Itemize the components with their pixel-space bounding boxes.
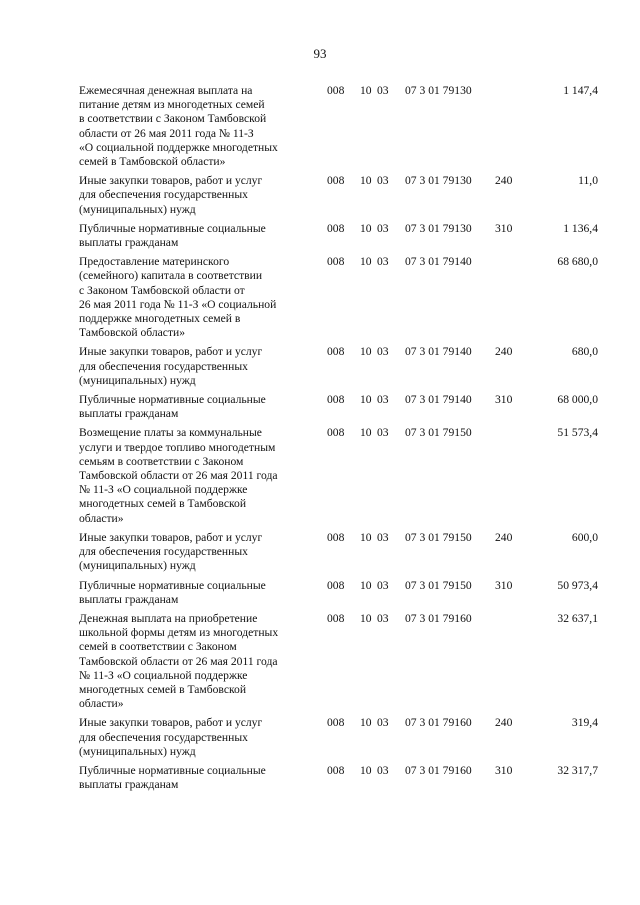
table-row bbox=[0, 764, 640, 792]
amount: 68 680,0 bbox=[557, 255, 598, 269]
org-code: 008 bbox=[327, 221, 345, 235]
item-name-line: Иные закупки товаров, работ и услуг bbox=[79, 716, 263, 730]
item-name-line: «О социальной поддержке многодетных bbox=[79, 140, 278, 154]
item-name bbox=[79, 84, 314, 169]
subsection-code: 03 bbox=[377, 578, 389, 592]
item-name-line: (муниципальных) нужд bbox=[79, 202, 196, 216]
subsection-code: 03 bbox=[377, 174, 389, 188]
org-code: 008 bbox=[327, 530, 345, 544]
table-row bbox=[0, 612, 640, 711]
item-name-line: выплаты гражданам bbox=[79, 592, 179, 606]
amount: 32 637,1 bbox=[557, 611, 598, 625]
item-name-line: Публичные нормативные социальные bbox=[79, 578, 266, 592]
subsection-code: 03 bbox=[377, 611, 389, 625]
amount: 32 317,7 bbox=[557, 763, 598, 777]
item-name-line: области» bbox=[79, 511, 124, 525]
expense-type-code: 240 bbox=[495, 345, 513, 359]
section-code: 10 bbox=[360, 530, 372, 544]
item-name-line: (муниципальных) нужд bbox=[79, 373, 196, 387]
table-row bbox=[0, 174, 640, 217]
section-code: 10 bbox=[360, 174, 372, 188]
amount: 680,0 bbox=[571, 345, 598, 359]
item-name-line: выплаты гражданам bbox=[79, 236, 179, 250]
target-article-code: 07 3 01 79130 bbox=[405, 221, 472, 235]
table-row bbox=[0, 84, 640, 169]
target-article-code: 07 3 01 79150 bbox=[405, 578, 472, 592]
org-code: 008 bbox=[327, 716, 345, 730]
subsection-code: 03 bbox=[377, 763, 389, 777]
section-code: 10 bbox=[360, 345, 372, 359]
item-name-line: Публичные нормативные социальные bbox=[79, 763, 266, 777]
item-name-line: выплаты гражданам bbox=[79, 407, 179, 421]
subsection-code: 03 bbox=[377, 84, 389, 97]
item-name-line: питание детям из многодетных семей bbox=[79, 98, 265, 112]
page-number: 93 bbox=[313, 46, 327, 61]
target-article-code: 07 3 01 79140 bbox=[405, 393, 472, 407]
table-row bbox=[0, 345, 640, 388]
item-name-line: услуги и твердое топливо многодетным bbox=[79, 440, 276, 454]
org-code: 008 bbox=[327, 578, 345, 592]
item-name bbox=[79, 345, 314, 388]
section-code: 10 bbox=[360, 255, 372, 269]
subsection-code: 03 bbox=[377, 393, 389, 407]
item-name-line: 26 мая 2011 года № 11-З «О социальной bbox=[79, 297, 277, 311]
target-article-code: 07 3 01 79150 bbox=[405, 426, 472, 440]
item-name-line: для обеспечения государственных bbox=[79, 730, 248, 744]
amount: 11,0 bbox=[578, 174, 598, 188]
table-row bbox=[0, 579, 640, 607]
section-code: 10 bbox=[360, 426, 372, 440]
table-row bbox=[0, 531, 640, 574]
table-row bbox=[0, 222, 640, 250]
section-code: 10 bbox=[360, 221, 372, 235]
amount: 319,4 bbox=[571, 716, 598, 730]
item-name bbox=[79, 531, 314, 574]
item-name-line: поддержке многодетных семей в bbox=[79, 312, 241, 326]
item-name bbox=[79, 764, 314, 792]
item-name-line: Публичные нормативные социальные bbox=[79, 393, 266, 407]
subsection-code: 03 bbox=[377, 716, 389, 730]
item-name-line: Возмещение платы за коммунальные bbox=[79, 426, 262, 440]
item-name-line: Тамбовской области от 26 мая 2011 года bbox=[79, 654, 278, 668]
amount: 1 136,4 bbox=[563, 221, 598, 235]
section-code: 10 bbox=[360, 611, 372, 625]
amount: 1 147,4 bbox=[563, 84, 598, 97]
item-name-line: Тамбовской области» bbox=[79, 326, 186, 340]
section-code: 10 bbox=[360, 578, 372, 592]
subsection-code: 03 bbox=[377, 255, 389, 269]
expense-type-code: 310 bbox=[495, 578, 513, 592]
item-name-line: Публичные нормативные социальные bbox=[79, 221, 266, 235]
expense-type-code: 240 bbox=[495, 174, 513, 188]
expense-type-code: 240 bbox=[495, 530, 513, 544]
table-row bbox=[0, 716, 640, 759]
amount: 51 573,4 bbox=[557, 426, 598, 440]
section-code: 10 bbox=[360, 763, 372, 777]
item-name-line: Иные закупки товаров, работ и услуг bbox=[79, 174, 263, 188]
org-code: 008 bbox=[327, 393, 345, 407]
amount: 68 000,0 bbox=[557, 393, 598, 407]
table-row bbox=[0, 393, 640, 421]
item-name bbox=[79, 393, 314, 421]
target-article-code: 07 3 01 79160 bbox=[405, 763, 472, 777]
item-name bbox=[79, 579, 314, 607]
table-row bbox=[0, 426, 640, 525]
item-name-line: для обеспечения государственных bbox=[79, 359, 248, 373]
expense-type-code: 240 bbox=[495, 716, 513, 730]
amount: 50 973,4 bbox=[557, 578, 598, 592]
item-name-line: с Законом Тамбовской области от bbox=[79, 283, 245, 297]
item-name-line: области» bbox=[79, 697, 124, 711]
section-code: 10 bbox=[360, 716, 372, 730]
item-name-line: многодетных семей в Тамбовской bbox=[79, 497, 247, 511]
item-name-line: № 11-З «О социальной поддержке bbox=[79, 483, 248, 497]
org-code: 008 bbox=[327, 611, 345, 625]
item-name-line: школьной формы детям из многодетных bbox=[79, 626, 279, 640]
target-article-code: 07 3 01 79130 bbox=[405, 84, 472, 97]
org-code: 008 bbox=[327, 84, 345, 97]
item-name bbox=[79, 426, 314, 525]
target-article-code: 07 3 01 79130 bbox=[405, 174, 472, 188]
target-article-code: 07 3 01 79140 bbox=[405, 255, 472, 269]
section-code: 10 bbox=[360, 84, 372, 97]
item-name-line: области от 26 мая 2011 года № 11-З bbox=[79, 126, 254, 140]
expense-type-code: 310 bbox=[495, 393, 513, 407]
item-name bbox=[79, 612, 314, 711]
item-name-line: многодетных семей в Тамбовской bbox=[79, 682, 247, 696]
subsection-code: 03 bbox=[377, 221, 389, 235]
target-article-code: 07 3 01 79140 bbox=[405, 345, 472, 359]
item-name-line: Иные закупки товаров, работ и услуг bbox=[79, 530, 263, 544]
item-name-line: Денежная выплата на приобретение bbox=[79, 611, 258, 625]
budget-table bbox=[0, 84, 640, 797]
org-code: 008 bbox=[327, 426, 345, 440]
item-name-line: Ежемесячная денежная выплата на bbox=[79, 84, 253, 97]
item-name-line: семей в соответствии с Законом bbox=[79, 640, 237, 654]
item-name-line: (муниципальных) нужд bbox=[79, 559, 196, 573]
target-article-code: 07 3 01 79150 bbox=[405, 530, 472, 544]
item-name-line: семей в Тамбовской области» bbox=[79, 155, 226, 169]
subsection-code: 03 bbox=[377, 530, 389, 544]
item-name-line: в соответствии с Законом Тамбовской bbox=[79, 112, 267, 126]
org-code: 008 bbox=[327, 345, 345, 359]
item-name bbox=[79, 716, 314, 759]
target-article-code: 07 3 01 79160 bbox=[405, 611, 472, 625]
table-row bbox=[0, 255, 640, 340]
item-name bbox=[79, 174, 314, 217]
expense-type-code: 310 bbox=[495, 763, 513, 777]
item-name-line: семьям в соответствии с Законом bbox=[79, 454, 244, 468]
target-article-code: 07 3 01 79160 bbox=[405, 716, 472, 730]
item-name-line: для обеспечения государственных bbox=[79, 545, 248, 559]
org-code: 008 bbox=[327, 174, 345, 188]
item-name-line: Тамбовской области от 26 мая 2011 года bbox=[79, 469, 278, 483]
item-name-line: № 11-З «О социальной поддержке bbox=[79, 668, 248, 682]
item-name-line: для обеспечения государственных bbox=[79, 188, 248, 202]
org-code: 008 bbox=[327, 763, 345, 777]
item-name-line: Предоставление материнского bbox=[79, 255, 230, 269]
item-name-line: (муниципальных) нужд bbox=[79, 744, 196, 758]
section-code: 10 bbox=[360, 393, 372, 407]
org-code: 008 bbox=[327, 255, 345, 269]
subsection-code: 03 bbox=[377, 345, 389, 359]
item-name-line: выплаты гражданам bbox=[79, 778, 179, 792]
subsection-code: 03 bbox=[377, 426, 389, 440]
item-name bbox=[79, 222, 314, 250]
item-name-line: (семейного) капитала в соответствии bbox=[79, 269, 263, 283]
amount: 600,0 bbox=[571, 530, 598, 544]
expense-type-code: 310 bbox=[495, 221, 513, 235]
item-name-line: Иные закупки товаров, работ и услуг bbox=[79, 345, 263, 359]
item-name bbox=[79, 255, 314, 340]
